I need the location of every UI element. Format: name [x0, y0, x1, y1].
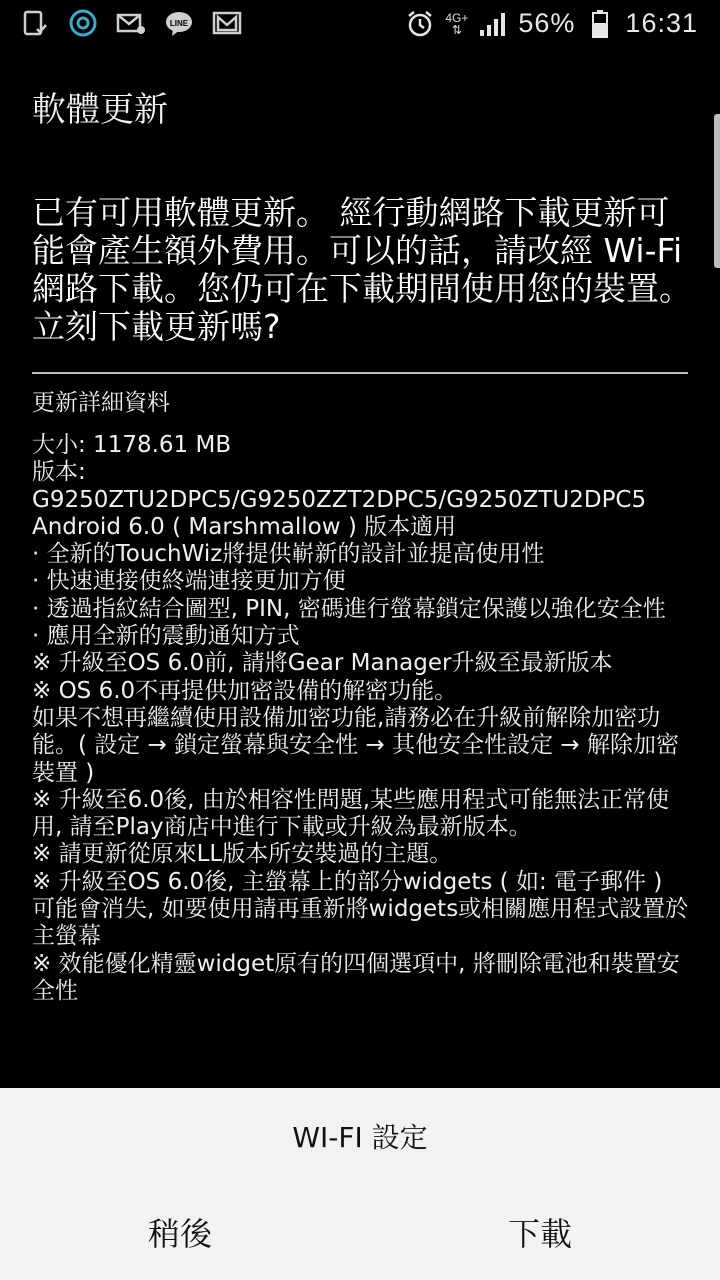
details-line: ※ OS 6.0不再提供加密設備的解密功能。 [32, 677, 458, 704]
page-title: 軟體更新 [32, 90, 168, 130]
details-line: 版本: G9250ZTU2DPC5/G9250ZZT2DPC5/G9250ZTU2DPC5 [32, 459, 647, 513]
sync-icon [68, 8, 98, 38]
network-type-text: 4G+ [445, 10, 469, 25]
details-line: 如果不想再繼續使用設備加密功能,請務必在升級前解除加密功能。( 設定 → 鎖定螢幕與安全性 → 其他安全性設定 → 解除加密裝置 ) [32, 704, 679, 786]
divider [32, 372, 688, 374]
update-details-scroll[interactable] [32, 388, 692, 1088]
details-title: 更新詳細資料 [32, 390, 170, 416]
network-type-label: 4G+ ⇅ [445, 10, 469, 37]
details-body [32, 432, 692, 1005]
svg-text:LINE: LINE [169, 19, 189, 28]
battery-percent: 56% [518, 8, 576, 38]
email-icon [116, 8, 146, 38]
details-line: 大小: 1178.61 MB [32, 432, 232, 458]
clock: 16:31 [625, 8, 698, 38]
details-line: · 快速連接使終端連接更加方便 [32, 568, 346, 595]
details-line: ※ 效能優化精靈widget原有的四個選項中, 將刪除電池和裝置安全性 [32, 950, 680, 1004]
details-line: Android 6.0 ( Marshmallow ) 版本適用 [32, 513, 457, 540]
action-panel [0, 1088, 720, 1280]
details-line: ※ 升級至OS 6.0前, 請將Gear Manager升級至最新版本 [32, 650, 613, 677]
phone-task-icon [20, 8, 50, 38]
battery-icon [585, 9, 615, 39]
signal-icon [478, 9, 508, 39]
download-button[interactable]: 下載 [360, 1184, 720, 1280]
notification-icons [20, 8, 242, 38]
details-line: · 應用全新的震動通知方式 [32, 623, 300, 650]
details-line: · 透過指紋結合圖型, PIN, 密碼進行螢幕鎖定保護以強化安全性 [32, 595, 666, 622]
wifi-settings-button[interactable]: WI-FI 設定 [0, 1088, 720, 1184]
later-button[interactable]: 稍後 [0, 1184, 360, 1280]
alarm-icon [405, 9, 435, 39]
system-indicators [405, 8, 698, 39]
status-bar [0, 0, 720, 52]
line-app-icon [164, 8, 194, 38]
gmail-icon [212, 8, 242, 38]
details-line: · 全新的TouchWiz將提供嶄新的設計並提高使用性 [32, 541, 545, 568]
details-line: ※ 升級至6.0後, 由於相容性問題,某些應用程式可能無法正常使用, 請至Play商店中進行下載或升級為最新版本。 [32, 786, 670, 841]
edge-panel-handle[interactable] [714, 114, 720, 268]
details-line: ※ 升級至OS 6.0後, 主螢幕上的部分widgets ( 如: 電子郵件 ) 可能會消失, 如要使用請再重新將widgets或相關應用程式設置於主螢幕 [32, 868, 689, 950]
update-message: 已有可用軟體更新。 經行動網路下載更新可能會產生額外費用。可以的話，請改經 Wi-Fi 網路下載。您仍可在下載期間使用您的裝置。立刻下載更新嗎? [32, 193, 692, 346]
details-line: ※ 請更新從原來LL版本所安裝過的主題。 [32, 841, 453, 868]
